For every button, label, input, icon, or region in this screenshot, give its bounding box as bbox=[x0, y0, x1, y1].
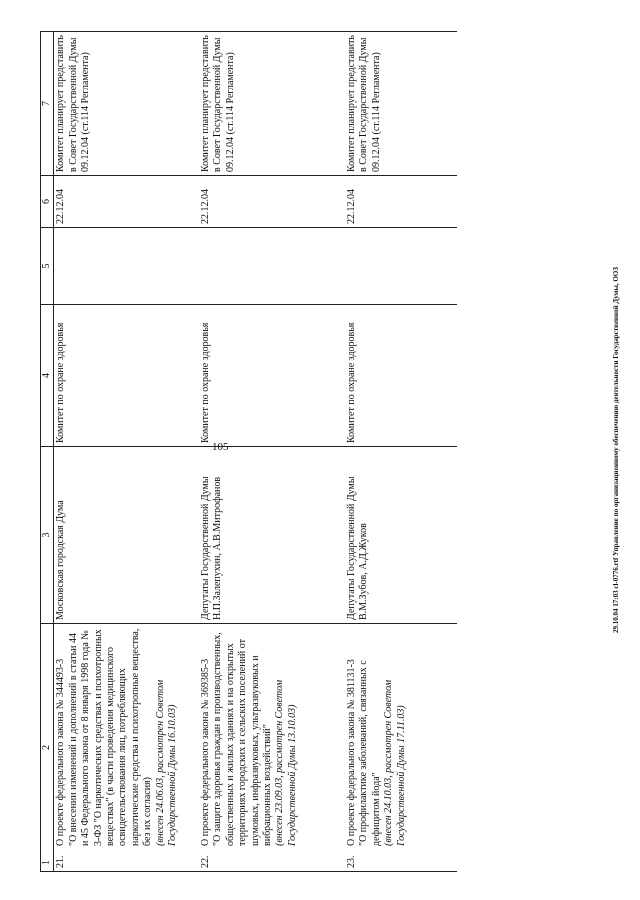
column-5-cell bbox=[54, 228, 199, 305]
bill-title: О проекте федерального закона № 369385-3 bbox=[199, 658, 211, 846]
bill-title: О проекте федерального закона № 381131-3 bbox=[345, 659, 357, 846]
column-number-1-2 bbox=[41, 624, 54, 872]
bill-body: "О защите здоровья граждан в производственных, общественных и жилых зданиях и на открытых территориях городских и сельских поселений от шумовых, инфразвуковых, ультразвуковых и вибрационных воздействий" bbox=[212, 632, 273, 846]
date-cell: 22.12.04 bbox=[54, 176, 199, 228]
initiator-cell: Депутаты Государственной Думы В.М.Зубов, А.Д.Жуков bbox=[345, 447, 457, 624]
footer-note: 29.10.04 17:03 cl-0776.rtf Управление по организационному обеспечению деятельности Государственной Думы, ООЗ bbox=[612, 267, 620, 633]
column-number-1: 1 bbox=[41, 860, 52, 865]
column-number-5: 5 bbox=[41, 228, 54, 305]
column-number-row bbox=[41, 32, 54, 872]
bill-note: (внесен 24.06.03, рассмотрен Советом Государственной Думы 16.10.03) bbox=[154, 679, 179, 846]
initiator-cell: Московская городская Дума bbox=[54, 447, 199, 624]
table-row bbox=[54, 32, 199, 872]
bills-table bbox=[40, 31, 457, 872]
committee-cell: Комитет по охране здоровья bbox=[54, 305, 199, 447]
committee-cell: Комитет по охране здоровья bbox=[345, 305, 457, 447]
bill-cell bbox=[54, 624, 199, 872]
column-5-cell bbox=[345, 228, 457, 305]
initiator-cell: Депутаты Государственной Думы Н.П.Залепухин, А.В.Митрофанов bbox=[199, 447, 345, 624]
row-number: 21. bbox=[55, 855, 67, 868]
bill-cell bbox=[199, 624, 345, 872]
bill-note: (внесен 23.09.03, рассмотрен Советом Государственной Думы 13.10.03) bbox=[274, 679, 298, 846]
row-number: 23. bbox=[345, 855, 357, 868]
bill-body: "О профилактике заболеваний, связанных с дефицитом йода" bbox=[358, 660, 382, 846]
bill-note: (внесен 24.10.03, рассмотрен Советом Государственной Думы 17.11.03) bbox=[383, 679, 407, 846]
remark-cell: Комитет планирует представить в Совет Государственной Думы 09.12.04 (ст.114 Регламента) bbox=[54, 32, 199, 176]
bill-body: "О внесении изменений и дополнений в статьи 44 и 45 Федерального закона от 8 января 1998 года № 3-ФЗ "О наркотических средствах и психотропных веществах" (в части проведения медицинского освидетельствования лиц, потребляющих наркотические средства и психотропные вещества, без их согласия) bbox=[67, 628, 154, 846]
bill-title: О проекте федерального закона № 344493-3 bbox=[55, 658, 67, 846]
committee-cell: Комитет по охране здоровья bbox=[199, 305, 345, 447]
column-number-7: 7 bbox=[41, 32, 54, 176]
bill-cell bbox=[345, 624, 457, 872]
column-number-6: 6 bbox=[41, 176, 54, 228]
column-number-2: 2 bbox=[41, 745, 52, 750]
table-row bbox=[199, 32, 345, 872]
table-row bbox=[345, 32, 457, 872]
remark-cell: Комитет планирует представить в Совет Государственной Думы 09.12.04 (ст.114 Регламента) bbox=[199, 32, 345, 176]
column-number-4: 4 bbox=[41, 305, 54, 447]
remark-cell: Комитет планирует представить в Совет Государственной Думы 09.12.04 (ст.114 Регламента) bbox=[345, 32, 457, 176]
column-number-3: 3 bbox=[41, 447, 54, 624]
row-number: 22. bbox=[199, 855, 211, 868]
column-5-cell bbox=[199, 228, 345, 305]
page-number: 105 bbox=[212, 441, 229, 453]
rotated-table-wrapper bbox=[40, 32, 460, 872]
date-cell: 22.12.04 bbox=[345, 176, 457, 228]
date-cell: 22.12.04 bbox=[199, 176, 345, 228]
